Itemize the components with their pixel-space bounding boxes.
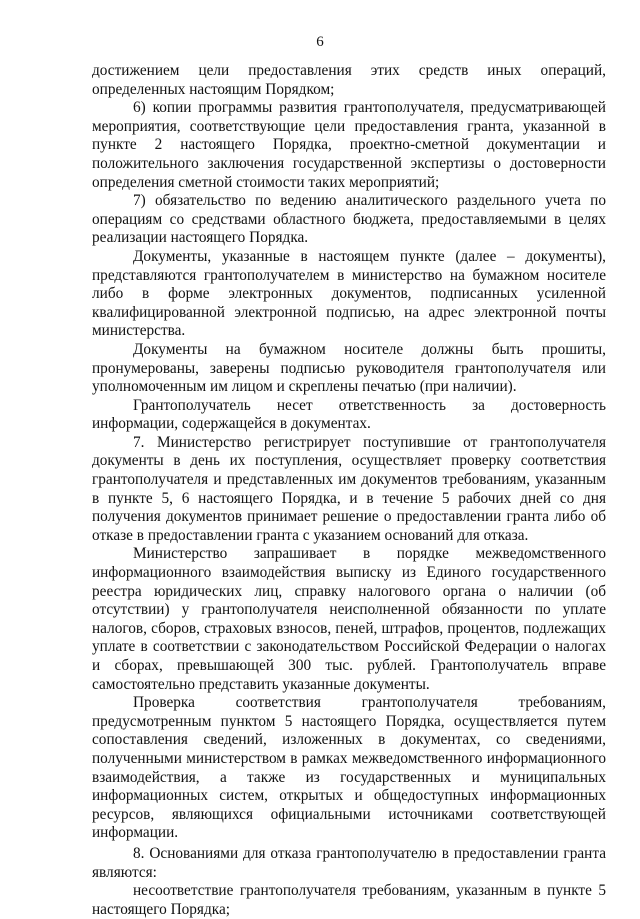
paragraph-verification: Проверка соответствия грантополучателя требованиям, предусмотренным пунктом 5 настоящего Порядка, осуществляется путем сопоставления сведений, изложенных в документах, со сведениями, полученными министерством в рамках межведомственного информационного взаимодействия, а также из государственных и муниципальных информационных систем, открытых и общедоступных информационных ресурсов, являющихся официальными источниками соответствующей информации.: [92, 694, 606, 842]
paragraph-interagency-request: Министерство запрашивает в порядке межведомственного информационного взаимодействия выписку из Единого государственного реестра юридических лиц, справку налогового органа о наличии (об отсутствии) у грантополучателя неисполненной обязанности по уплате налогов, сборов, страховых взносов, пеней, штрафов, процентов, подлежащих уплате в соответствии с законодательством Российской Федерации о налогах и сборах, превышающей 300 тыс. рублей. Грантополучатель вправе самостоятельно представить указанные документы.: [92, 545, 606, 693]
paragraph-item-7: 7) обязательство по ведению аналитического раздельного учета по операциям со средствами областного бюджета, предоставляемыми в целях реализации настоящего Порядка.: [92, 192, 606, 247]
page-number: 6: [316, 34, 324, 50]
paragraph-item-6: 6) копии программы развития грантополучателя, предусматривающей мероприятия, соответствующие цели предоставления гранта, указанной в пункте 2 настоящего Порядка, проектно-сметной документации и положительного заключения государственной экспертизы о достоверности определения сметной стоимости таких мероприятий;: [92, 99, 606, 191]
paragraph-continuation: достижением цели предоставления этих средств иных операций, определенных настоящим Порядком;: [92, 62, 606, 98]
paragraph-clause-7: 7. Министерство регистрирует поступившие от грантополучателя документы в день их поступления, осуществляет проверку соответствия грантополучателя и представленных им документов требованиям, указанным в пункте 5, 6 настоящего Порядка, и в течение 5 рабочих дней со дня получения документов принимает решение о предоставлении гранта либо об отказе в предоставлении гранта с указанием оснований для отказа.: [92, 433, 606, 544]
paragraph-responsibility: Грантополучатель несет ответственность за достоверность информации, содержащейся в документах.: [92, 396, 606, 433]
paragraph-clause-8: 8. Основаниями для отказа грантополучателю в предоставлении гранта являются:: [92, 844, 606, 881]
document-body: [92, 62, 606, 919]
paragraph-paper-documents: Документы на бумажном носителе должны быть прошиты, пронумерованы, заверены подписью руководителя грантополучателя или уполномоченным им лицом и скреплены печатью (при наличии).: [92, 340, 606, 396]
paragraph-documents-submission: Документы, указанные в настоящем пункте (далее – документы), представляются грантополучателем в министерство на бумажном носителе либо в форме электронных документов, подписанных усиленной квалифицированной электронной подписью, на адрес электронной почты министерства.: [92, 247, 606, 340]
paragraph-refusal-ground-1: несоответствие грантополучателя требованиям, указанным в пункте 5 настоящего Порядка;: [92, 882, 606, 918]
